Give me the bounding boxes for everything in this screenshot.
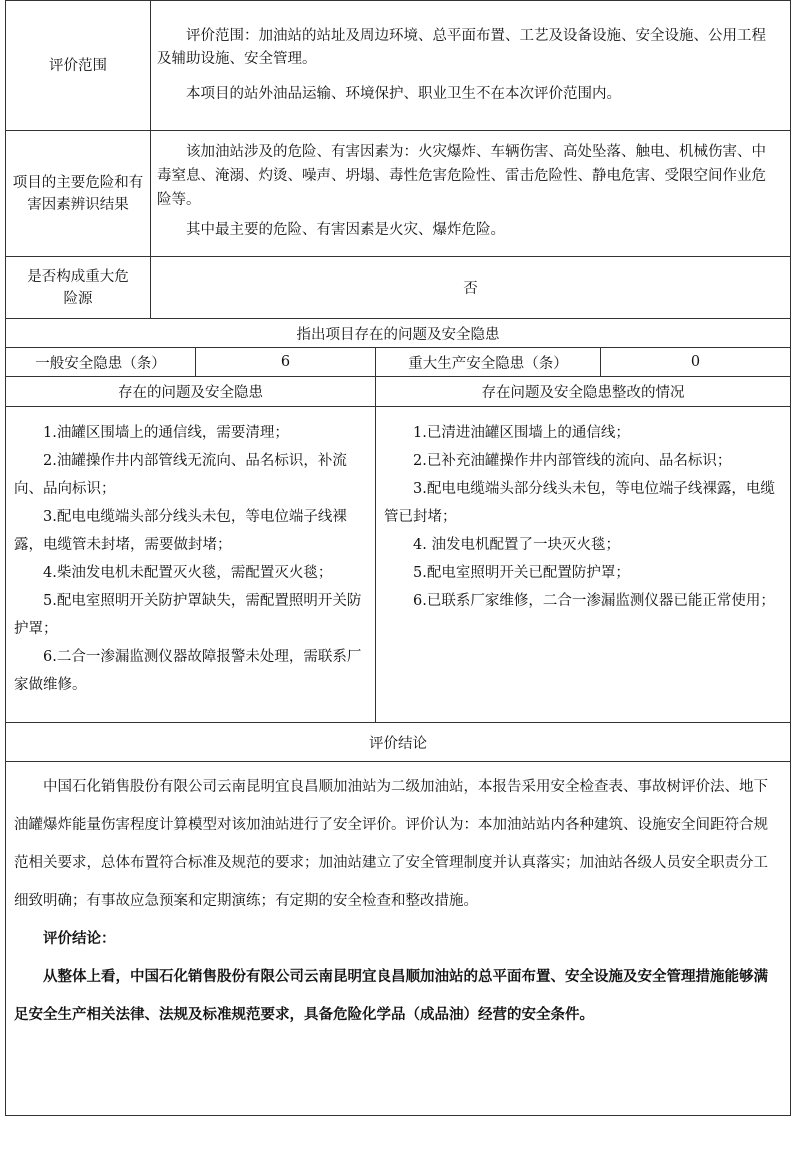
fix-item: 1.已清进油罐区围墙上的通信线； <box>413 425 630 441</box>
problems-header: 指出项目存在的问题及安全隐患 <box>6 319 791 348</box>
fix-item: 5.配电室照明开关已配置防护罩； <box>413 565 630 581</box>
major-hazard-label: 是否构成重大危险源 <box>6 257 151 319</box>
issue-item: 1.油罐区围墙上的通信线，需要清理； <box>43 425 289 441</box>
conclusion-content <box>6 762 791 1116</box>
fix-item: 4. 油发电机配置了一块灭火毯； <box>413 537 620 553</box>
issue-item: 6.二合一渗漏监测仪器故障报警未处理，需联系厂家做维修。 <box>14 649 362 693</box>
fixes-list <box>376 407 791 723</box>
conclusion-final: 从整体上看，中国石化销售股份有限公司云南昆明宜良昌顺加油站的总平面布置、安全设施及安全管理措施能够满足安全生产相关法律、法规及标准规范要求，具备危险化学品（成品油）经营的安全条件。 <box>14 968 768 1023</box>
major-hazard-count-label: 重大生产安全隐患（条） <box>376 348 601 377</box>
fix-item: 6.已联系厂家维修，二合一渗漏监测仪器已能正常使用； <box>413 593 775 609</box>
conclusion-body: 中国石化销售股份有限公司云南昆明宜良昌顺加油站为二级加油站，本报告采用安全检查表、事故树评价法、地下油罐爆炸能量伤害程度计算模型对该加油站进行了安全评价。评价认为：本加油站站内各种建筑、设施安全间距符合规范相关要求，总体布置符合标准及规范的要求；加油站建立了安全管理制度并认真落实；加油站各级人员安全职责分工细致明确；有事故应急预案和定期演练；有定期的安全检查和整改措施。 <box>14 779 768 909</box>
scope-content <box>151 1 791 131</box>
conclusion-header: 评价结论 <box>6 723 791 762</box>
scope-paragraph: 本项目的站外油品运输、环境保护、职业卫生不在本次评价范围内。 <box>186 86 621 102</box>
general-hazard-count: 6 <box>196 348 376 377</box>
issue-item: 5.配电室照明开关防护罩缺失，需配置照明开关防护罩； <box>14 593 362 637</box>
fixes-column-header: 存在问题及安全隐患整改的情况 <box>376 377 791 407</box>
issues-list <box>6 407 376 723</box>
hazards-paragraph: 该加油站涉及的危险、有害因素为：火灾爆炸、车辆伤害、高处坠落、触电、机械伤害、中毒窒息、淹溺、灼烫、噪声、坍塌、毒性危害危险性、雷击危险性、静电危害、受限空间作业危险等。 <box>157 143 766 208</box>
issue-item: 3.配电电缆端头部分线头未包，等电位端子线裸露，电缆管未封堵，需要做封堵； <box>14 509 347 553</box>
scope-paragraph: 评价范围：加油站的站址及周边环境、总平面布置、工艺及设备设施、安全设施、公用工程及辅助设施、安全管理。 <box>157 28 766 67</box>
major-hazard-count: 0 <box>601 348 791 377</box>
issues-column-header: 存在的问题及安全隐患 <box>6 377 376 407</box>
hazards-label: 项目的主要危险和有害因素辨识结果 <box>6 131 151 257</box>
general-hazard-label: 一般安全隐患（条） <box>6 348 196 377</box>
hazards-paragraph: 其中最主要的危险、有害因素是火灾、爆炸危险。 <box>186 221 505 238</box>
issue-item: 2.油罐操作井内部管线无流向、品名标识，补流向、品向标识； <box>14 453 347 497</box>
hazards-content <box>151 131 791 257</box>
fix-item: 2.已补充油罐操作井内部管线的流向、品名标识； <box>413 453 732 469</box>
issue-item: 4.柴油发电机未配置灭火毯，需配置灭火毯； <box>43 565 333 581</box>
evaluation-table <box>5 0 791 1116</box>
scope-label: 评价范围 <box>6 1 151 131</box>
conclusion-subheading: 评价结论： <box>43 930 116 947</box>
major-hazard-value: 否 <box>151 257 791 319</box>
fix-item: 3.配电电缆端头部分线头未包，等电位端子线裸露，电缆管已封堵； <box>384 481 775 525</box>
